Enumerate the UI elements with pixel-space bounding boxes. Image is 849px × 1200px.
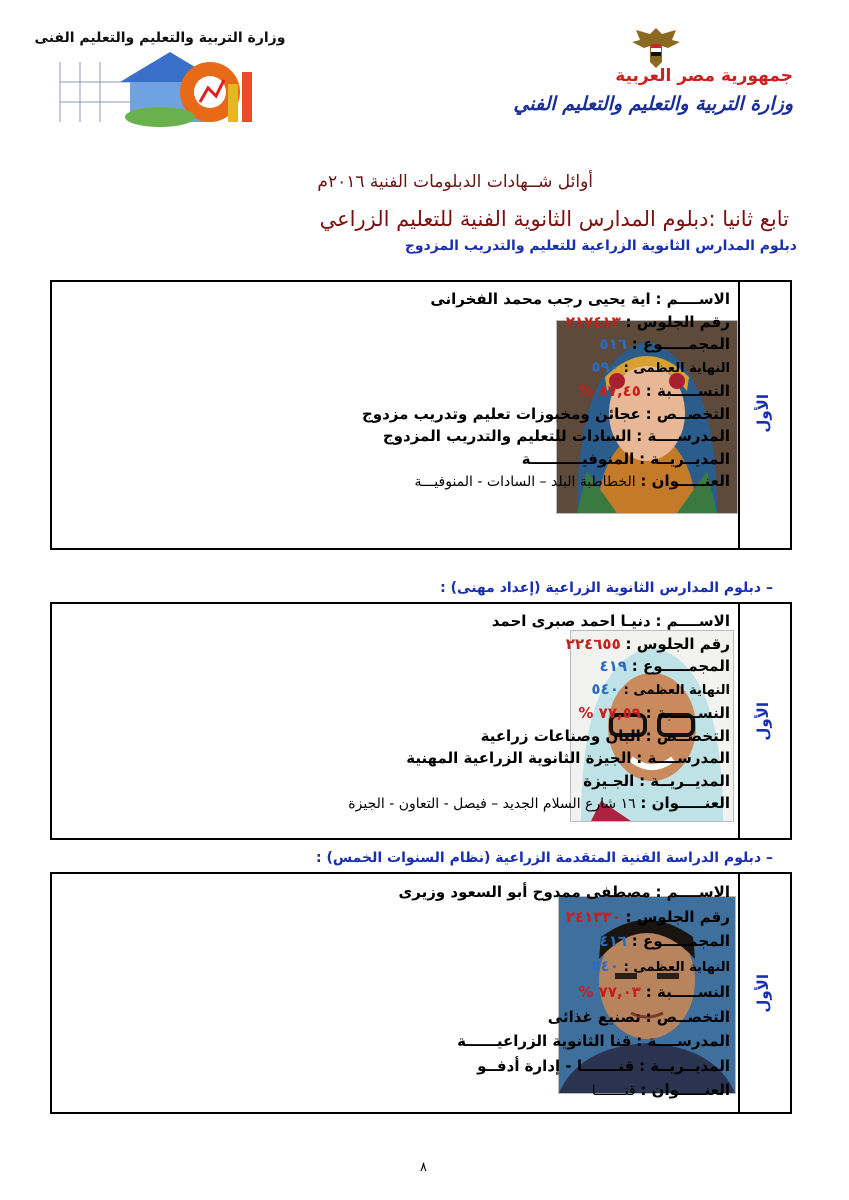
total-label: المجمـــــوع : (631, 657, 730, 675)
address: ١٦ شارع السلام الجديد – فيصل - التعاون - الجيزة (348, 796, 636, 812)
specialty: تصنيع غذائى (547, 1007, 641, 1026)
max-label: النهاية العظمى : (623, 959, 730, 975)
percent-label: النســـــبة : (645, 704, 730, 722)
directorate: الجـيزة (583, 771, 635, 790)
directorate-label: المديــريــة : (639, 1056, 730, 1075)
directorate-label: المديــريــة : (639, 771, 730, 790)
address-label: العنـــــوان : (640, 794, 730, 812)
max-label: النهاية العظمى : (623, 360, 730, 376)
address-label: العنـــــوان : (640, 1081, 730, 1099)
school-label: المدرســــة : (636, 1032, 730, 1050)
specialty-label: التخصــص : (645, 1007, 730, 1026)
country-name: جمهورية مصر العربية (615, 66, 793, 86)
school-label: المدرســــة : (636, 749, 730, 767)
total-score: ٤١٦ (599, 932, 628, 950)
address-label: العنـــــوان : (640, 472, 730, 490)
max-score: ٥٤٠ (591, 956, 619, 975)
total-label: المجمـــــوع : (631, 335, 730, 353)
seat-number: ٢٢٤٦٥٥ (565, 634, 621, 653)
specialty: البان وصناعات زراعية (480, 726, 641, 745)
school: قنا الثانوية الزراعيــــــة (457, 1032, 632, 1050)
student-info (290, 610, 730, 816)
student-name: دنيـا احمد صبرى احمد (491, 612, 651, 630)
section-heading-1: دبلوم المدارس الثانوية الزراعية للتعليم والتدريب المزدوج (404, 238, 797, 254)
school: الجيزة الثانوية الزراعية المهنية (406, 749, 632, 767)
directorate: المنوفيــــــــــة (521, 449, 635, 468)
seat-label: رقم الجلوس : (625, 634, 730, 653)
ministry-name: وزارة التربية والتعليم والتعليم الفني (513, 93, 793, 115)
seat-number: ٢١٧٤١٣ (565, 312, 621, 331)
rank-box (738, 282, 790, 548)
percentage: ٨٧,٤٥ % (578, 382, 641, 400)
document-title: أوائل شــهادات الدبلومات الفنية ٢٠١٦م (317, 172, 593, 192)
percent-label: النســـــبة : (645, 983, 730, 1001)
seat-label: رقم الجلوس : (625, 907, 730, 926)
section-heading-3: – دبلوم الدراسة الفنية المتقدمة الزراعية (نظام السنوات الخمس) : (315, 850, 773, 866)
school-label: المدرســــة : (636, 427, 730, 445)
rank-label: الأول (754, 702, 772, 741)
percent-label: النســـــبة : (645, 382, 730, 400)
directorate-label: المديــريــة : (639, 449, 730, 468)
percentage: ٧٧,٠٣ % (578, 983, 641, 1001)
rank-box (738, 874, 790, 1112)
specialty-label: التخصــص : (645, 404, 730, 423)
rank-label: الأول (754, 974, 772, 1013)
total-score: ٥١٦ (599, 335, 628, 353)
address: قنـــــــا (591, 1083, 636, 1099)
student-card-1 (50, 280, 792, 550)
student-info (290, 288, 730, 494)
student-name: اية يحيى رجب محمد الفخرانى (430, 290, 651, 308)
school: السادات للتعليم والتدريب المزدوج (382, 427, 632, 445)
max-score: ٥٤٠ (591, 679, 619, 698)
logo-text: وزارة التربية والتعليم والتعليم الفنى (34, 30, 286, 46)
ministry-logo-left (34, 22, 286, 130)
directorate: قنـــــــا - إدارة أدفــو (477, 1056, 635, 1075)
rank-box (738, 604, 790, 838)
eagle-emblem-icon (628, 24, 684, 70)
seat-number: ٢٤١٣٣٠ (565, 907, 621, 926)
section-heading-2: – دبلوم المدارس الثانوية الزراعية (إعداد مهنى) : (440, 580, 773, 596)
page-number: ٨ (420, 1160, 427, 1175)
name-label: الاســــم : (655, 883, 730, 901)
name-label: الاســــم : (655, 290, 730, 308)
student-name: مصطفى ممدوح أبو السعود وزيرى (398, 883, 651, 901)
total-label: المجمـــــوع : (631, 932, 730, 950)
student-card-3 (50, 872, 792, 1114)
student-info (290, 880, 730, 1104)
specialty-label: التخصــص : (645, 726, 730, 745)
student-card-2 (50, 602, 792, 840)
specialty: عجائن ومخبوزات تعليم وتدريب مزدوج (361, 404, 641, 423)
rank-label: الأول (754, 394, 772, 433)
name-label: الاســــم : (655, 612, 730, 630)
seat-label: رقم الجلوس : (625, 312, 730, 331)
document-subtitle: تابع ثانيا :دبلوم المدارس الثانوية الفنية للتعليم الزراعي (319, 207, 789, 231)
percentage: ٧٧,٥٩ % (578, 704, 641, 722)
address: الخطاطبة البلد – السادات - المنوفيـــة (414, 474, 636, 490)
total-score: ٤١٩ (599, 657, 628, 675)
max-label: النهاية العظمى : (623, 682, 730, 698)
max-score: ٥٩٠ (591, 357, 619, 376)
